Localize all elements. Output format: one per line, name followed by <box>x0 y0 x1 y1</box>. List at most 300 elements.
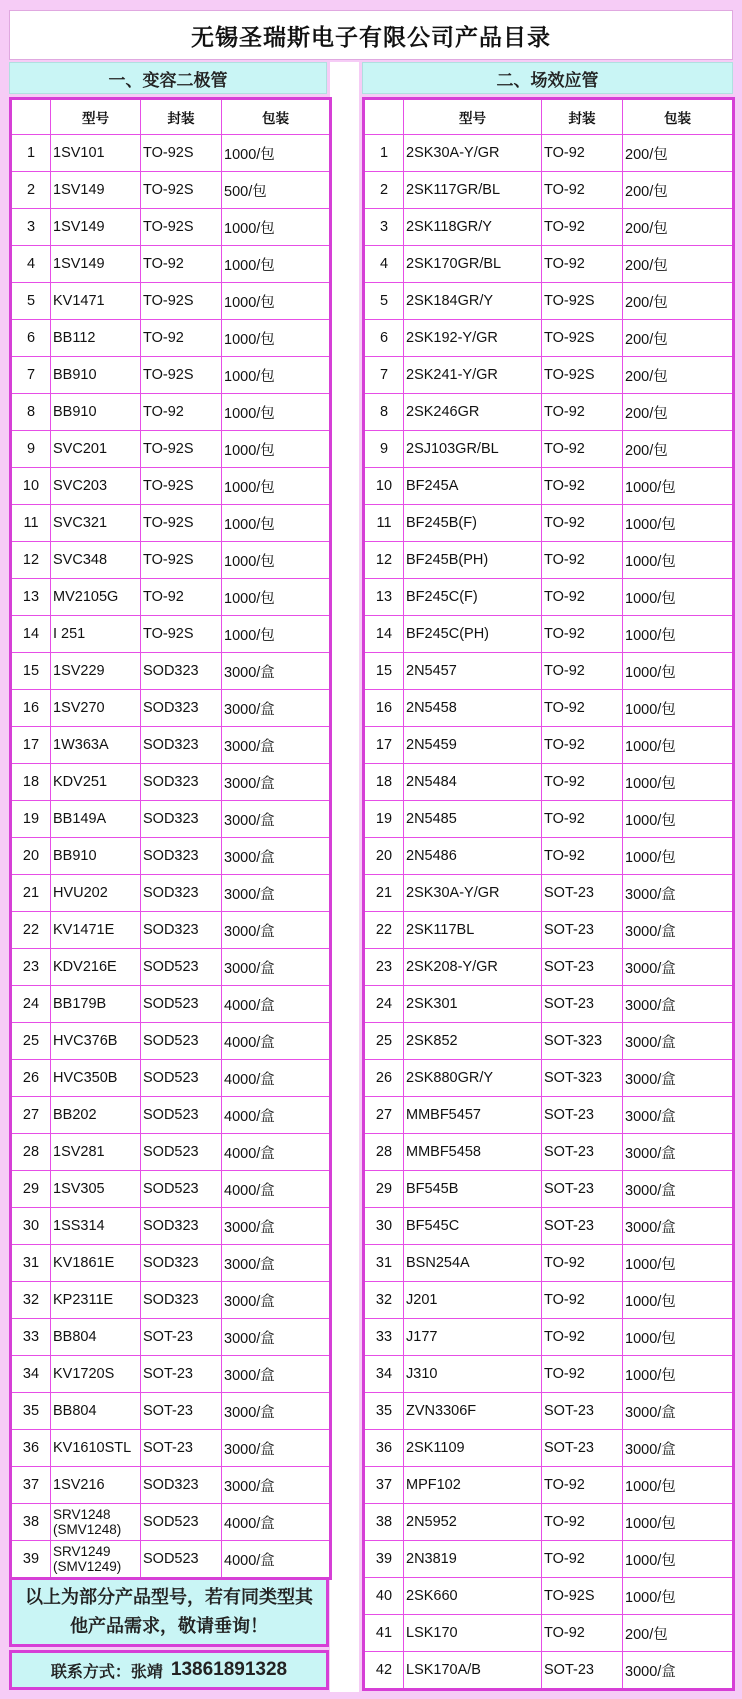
cell-model: SRV1249 (SMV1249) <box>51 1541 141 1579</box>
cell-model: MMBF5457 <box>404 1097 542 1134</box>
contact-label: 联系方式：张靖 <box>50 1661 163 1681</box>
table-row <box>364 690 734 727</box>
cell-package: SOT-23 <box>542 1171 623 1208</box>
cell-model: KP2311E <box>51 1282 141 1319</box>
cell-package: TO-92S <box>141 283 222 320</box>
cell-packing: 1000/包 <box>623 616 734 653</box>
table-row <box>11 690 331 727</box>
table-row <box>364 764 734 801</box>
table-row <box>364 542 734 579</box>
cell-package: TO-92 <box>141 320 222 357</box>
table-row <box>11 616 331 653</box>
cell-package: SOT-23 <box>542 912 623 949</box>
cell-packing: 1000/包 <box>222 505 331 542</box>
cell-model: 2SK880GR/Y <box>404 1060 542 1097</box>
cell-package: SOD323 <box>141 838 222 875</box>
cell-model: 1SV149 <box>51 246 141 283</box>
cell-package: SOD323 <box>141 1467 222 1504</box>
cell-package: SOT-23 <box>542 949 623 986</box>
cell-package: TO-92S <box>141 468 222 505</box>
cell-package: SOD323 <box>141 690 222 727</box>
cell-package: SOD323 <box>141 875 222 912</box>
cell-model: 1SS314 <box>51 1208 141 1245</box>
cell-package: SOT-323 <box>542 1023 623 1060</box>
cell-packing: 1000/包 <box>623 727 734 764</box>
cell-model: BB910 <box>51 838 141 875</box>
cell-index: 27 <box>364 1097 404 1134</box>
cell-package: SOD323 <box>141 764 222 801</box>
cell-index: 41 <box>364 1615 404 1652</box>
cell-index: 29 <box>11 1171 51 1208</box>
page-title: 无锡圣瑞斯电子有限公司产品目录 <box>9 10 733 60</box>
cell-model: KV1610STL <box>51 1430 141 1467</box>
cell-package: SOT-23 <box>542 1097 623 1134</box>
cell-packing: 1000/包 <box>222 468 331 505</box>
cell-model: SVC201 <box>51 431 141 468</box>
cell-index: 11 <box>11 505 51 542</box>
cell-packing: 3000/盒 <box>222 653 331 690</box>
cell-model: 1SV229 <box>51 653 141 690</box>
cell-index: 30 <box>364 1208 404 1245</box>
cell-model: 2N5458 <box>404 690 542 727</box>
cell-index: 37 <box>11 1467 51 1504</box>
cell-packing: 4000/盒 <box>222 1504 331 1541</box>
cell-packing: 1000/包 <box>623 542 734 579</box>
cell-package: SOT-23 <box>542 1393 623 1430</box>
cell-package: SOD323 <box>141 727 222 764</box>
table-row <box>364 616 734 653</box>
cell-model: 1SV305 <box>51 1171 141 1208</box>
cell-index: 9 <box>11 431 51 468</box>
cell-model: KV1861E <box>51 1245 141 1282</box>
cell-package: TO-92 <box>542 1319 623 1356</box>
table-row <box>364 875 734 912</box>
table-row <box>364 1134 734 1171</box>
cell-index: 23 <box>364 949 404 986</box>
cell-index: 31 <box>364 1245 404 1282</box>
cell-packing: 200/包 <box>623 431 734 468</box>
table-row <box>11 801 331 838</box>
table-row <box>11 1023 331 1060</box>
cell-index: 36 <box>364 1430 404 1467</box>
col-header-model: 型号 <box>404 99 542 135</box>
cell-index: 7 <box>11 357 51 394</box>
cell-package: TO-92 <box>542 135 623 172</box>
cell-model: 2SK301 <box>404 986 542 1023</box>
table-row <box>364 1430 734 1467</box>
table-row <box>364 283 734 320</box>
cell-index: 5 <box>11 283 51 320</box>
cell-packing: 200/包 <box>623 172 734 209</box>
cell-package: SOT-23 <box>141 1319 222 1356</box>
table-row <box>11 394 331 431</box>
table-row <box>11 135 331 172</box>
cell-index: 32 <box>364 1282 404 1319</box>
cell-package: SOD323 <box>141 1245 222 1282</box>
cell-index: 19 <box>11 801 51 838</box>
cell-packing: 1000/包 <box>623 1541 734 1578</box>
cell-index: 34 <box>11 1356 51 1393</box>
cell-model: 2N5457 <box>404 653 542 690</box>
cell-package: SOD523 <box>141 949 222 986</box>
cell-model: BB202 <box>51 1097 141 1134</box>
cell-model: ZVN3306F <box>404 1393 542 1430</box>
cell-packing: 4000/盒 <box>222 1541 331 1579</box>
cell-package: SOT-23 <box>542 1208 623 1245</box>
cell-packing: 200/包 <box>623 135 734 172</box>
cell-index: 19 <box>364 801 404 838</box>
cell-packing: 3000/盒 <box>222 1430 331 1467</box>
cell-packing: 3000/盒 <box>623 949 734 986</box>
cell-model: LSK170A/B <box>404 1652 542 1690</box>
table-row <box>364 1467 734 1504</box>
cell-model: BF245B(F) <box>404 505 542 542</box>
cell-packing: 1000/包 <box>222 246 331 283</box>
cell-index: 22 <box>364 912 404 949</box>
table-row <box>364 1319 734 1356</box>
cell-index: 28 <box>364 1134 404 1171</box>
cell-package: TO-92S <box>141 616 222 653</box>
cell-model: 2SK30A-Y/GR <box>404 875 542 912</box>
cell-model: KV1720S <box>51 1356 141 1393</box>
cell-package: TO-92 <box>542 209 623 246</box>
contact-info <box>9 1650 329 1690</box>
cell-packing: 3000/盒 <box>222 764 331 801</box>
cell-index: 16 <box>11 690 51 727</box>
cell-model: BF545B <box>404 1171 542 1208</box>
cell-index: 35 <box>364 1393 404 1430</box>
cell-packing: 200/包 <box>623 283 734 320</box>
cell-model: BF545C <box>404 1208 542 1245</box>
cell-index: 24 <box>364 986 404 1023</box>
table-row <box>11 1208 331 1245</box>
cell-index: 1 <box>11 135 51 172</box>
table-header-row <box>364 99 734 135</box>
cell-model: 2SK208-Y/GR <box>404 949 542 986</box>
cell-model: 2N5486 <box>404 838 542 875</box>
table-row <box>11 912 331 949</box>
cell-packing: 3000/盒 <box>623 986 734 1023</box>
cell-index: 39 <box>364 1541 404 1578</box>
cell-packing: 3000/盒 <box>623 875 734 912</box>
cell-model: HVC350B <box>51 1060 141 1097</box>
cell-model: 2SK1109 <box>404 1430 542 1467</box>
cell-index: 18 <box>11 764 51 801</box>
table-row <box>11 653 331 690</box>
cell-model: BF245A <box>404 468 542 505</box>
cell-index: 2 <box>364 172 404 209</box>
table-row <box>364 172 734 209</box>
table-row <box>11 1282 331 1319</box>
cell-index: 3 <box>11 209 51 246</box>
col-header-package: 封装 <box>542 99 623 135</box>
table-row <box>11 1319 331 1356</box>
cell-packing: 3000/盒 <box>222 801 331 838</box>
cell-packing: 200/包 <box>623 357 734 394</box>
cell-model: 2SK246GR <box>404 394 542 431</box>
cell-package: SOT-23 <box>542 875 623 912</box>
table-row <box>364 653 734 690</box>
table-row <box>11 357 331 394</box>
cell-index: 27 <box>11 1097 51 1134</box>
cell-model: MPF102 <box>404 1467 542 1504</box>
cell-index: 32 <box>11 1282 51 1319</box>
cell-package: SOT-23 <box>542 986 623 1023</box>
table-row <box>11 505 331 542</box>
cell-packing: 1000/包 <box>222 283 331 320</box>
table-row <box>364 394 734 431</box>
cell-packing: 3000/盒 <box>623 1393 734 1430</box>
cell-package: TO-92 <box>542 542 623 579</box>
cell-package: SOT-23 <box>141 1393 222 1430</box>
table-row <box>11 986 331 1023</box>
cell-packing: 3000/盒 <box>222 1356 331 1393</box>
cell-package: SOD523 <box>141 1097 222 1134</box>
table-header-row <box>11 99 331 135</box>
cell-package: SOD323 <box>141 801 222 838</box>
table-row <box>11 875 331 912</box>
varactor-diode-table <box>9 97 332 1580</box>
table-row <box>364 1023 734 1060</box>
cell-package: SOD323 <box>141 1282 222 1319</box>
table-row <box>364 801 734 838</box>
cell-package: TO-92S <box>542 357 623 394</box>
cell-packing: 3000/盒 <box>222 1208 331 1245</box>
cell-index: 16 <box>364 690 404 727</box>
cell-model: HVU202 <box>51 875 141 912</box>
cell-packing: 1000/包 <box>623 801 734 838</box>
cell-packing: 3000/盒 <box>623 1134 734 1171</box>
cell-package: SOD523 <box>141 1023 222 1060</box>
cell-packing: 4000/盒 <box>222 1023 331 1060</box>
cell-index: 38 <box>11 1504 51 1541</box>
cell-packing: 3000/盒 <box>623 912 734 949</box>
cell-index: 40 <box>364 1578 404 1615</box>
table-row <box>364 357 734 394</box>
cell-model: SRV1248 (SMV1248) <box>51 1504 141 1541</box>
cell-packing: 3000/盒 <box>222 875 331 912</box>
table-row <box>11 1134 331 1171</box>
table-row <box>364 912 734 949</box>
table-row <box>364 505 734 542</box>
table-row <box>364 1652 734 1690</box>
cell-packing: 4000/盒 <box>222 986 331 1023</box>
cell-index: 33 <box>11 1319 51 1356</box>
cell-packing: 200/包 <box>623 394 734 431</box>
cell-packing: 1000/包 <box>623 1245 734 1282</box>
table-row <box>364 1541 734 1578</box>
table-row <box>11 209 331 246</box>
cell-packing: 3000/盒 <box>222 912 331 949</box>
cell-package: TO-92 <box>542 838 623 875</box>
cell-model: 2N5459 <box>404 727 542 764</box>
cell-model: 2SK117GR/BL <box>404 172 542 209</box>
cell-model: BB179B <box>51 986 141 1023</box>
table-row <box>364 1060 734 1097</box>
table-row <box>11 1356 331 1393</box>
cell-package: SOT-323 <box>542 1060 623 1097</box>
cell-package: SOD523 <box>141 1060 222 1097</box>
cell-index: 15 <box>11 653 51 690</box>
cell-package: TO-92S <box>542 320 623 357</box>
cell-package: TO-92 <box>542 1282 623 1319</box>
cell-package: TO-92 <box>542 1504 623 1541</box>
cell-packing: 1000/包 <box>222 394 331 431</box>
table-row <box>11 1430 331 1467</box>
cell-package: TO-92 <box>141 246 222 283</box>
cell-index: 39 <box>11 1541 51 1579</box>
table-row <box>364 986 734 1023</box>
table-row <box>11 1393 331 1430</box>
col-header-packing: 包装 <box>623 99 734 135</box>
cell-model: 2SK117BL <box>404 912 542 949</box>
cell-model: BF245B(PH) <box>404 542 542 579</box>
cell-index: 26 <box>11 1060 51 1097</box>
cell-model: BB910 <box>51 394 141 431</box>
fet-table <box>362 97 735 1691</box>
cell-package: TO-92 <box>542 505 623 542</box>
cell-index: 29 <box>364 1171 404 1208</box>
table-row <box>364 1504 734 1541</box>
table-row <box>11 320 331 357</box>
cell-index: 9 <box>364 431 404 468</box>
cell-package: TO-92 <box>542 1615 623 1652</box>
cell-model: BF245C(F) <box>404 579 542 616</box>
cell-model: 2N5952 <box>404 1504 542 1541</box>
cell-index: 38 <box>364 1504 404 1541</box>
cell-packing: 3000/盒 <box>222 1393 331 1430</box>
cell-model: 1W363A <box>51 727 141 764</box>
cell-model: J310 <box>404 1356 542 1393</box>
contact-phone: 13861891328 <box>170 1659 288 1680</box>
cell-model: BF245C(PH) <box>404 616 542 653</box>
cell-index: 26 <box>364 1060 404 1097</box>
cell-model: MMBF5458 <box>404 1134 542 1171</box>
cell-model: SVC203 <box>51 468 141 505</box>
inquiry-note: 以上为部分产品型号，若有同类型其他产品需求，敬请垂询！ <box>9 1577 329 1647</box>
table-row <box>364 1097 734 1134</box>
cell-packing: 1000/包 <box>623 468 734 505</box>
cell-packing: 3000/盒 <box>222 1319 331 1356</box>
cell-index: 33 <box>364 1319 404 1356</box>
cell-packing: 500/包 <box>222 172 331 209</box>
table-row <box>364 1282 734 1319</box>
table-row <box>364 1393 734 1430</box>
cell-package: SOT-23 <box>542 1134 623 1171</box>
table-row <box>364 727 734 764</box>
table-row <box>11 949 331 986</box>
table-row <box>11 1097 331 1134</box>
cell-model: BSN254A <box>404 1245 542 1282</box>
cell-index: 30 <box>11 1208 51 1245</box>
cell-packing: 1000/包 <box>623 1467 734 1504</box>
table-row <box>364 1171 734 1208</box>
cell-package: SOD523 <box>141 1171 222 1208</box>
cell-model: 1SV216 <box>51 1467 141 1504</box>
cell-index: 34 <box>364 1356 404 1393</box>
table-row <box>364 1356 734 1393</box>
cell-packing: 1000/包 <box>623 505 734 542</box>
cell-index: 6 <box>364 320 404 357</box>
cell-packing: 4000/盒 <box>222 1134 331 1171</box>
col-header-model: 型号 <box>51 99 141 135</box>
cell-model: BB910 <box>51 357 141 394</box>
cell-index: 14 <box>364 616 404 653</box>
cell-index: 14 <box>11 616 51 653</box>
cell-index: 10 <box>364 468 404 505</box>
cell-package: SOT-23 <box>141 1356 222 1393</box>
table-row <box>364 246 734 283</box>
table-row <box>364 1208 734 1245</box>
cell-packing: 1000/包 <box>222 357 331 394</box>
cell-model: 2SK170GR/BL <box>404 246 542 283</box>
cell-packing: 3000/盒 <box>623 1652 734 1690</box>
cell-index: 3 <box>364 209 404 246</box>
table-row <box>364 1245 734 1282</box>
cell-packing: 1000/包 <box>222 320 331 357</box>
cell-index: 7 <box>364 357 404 394</box>
cell-model: KV1471E <box>51 912 141 949</box>
cell-model: HVC376B <box>51 1023 141 1060</box>
cell-package: TO-92 <box>542 431 623 468</box>
cell-packing: 4000/盒 <box>222 1060 331 1097</box>
cell-index: 21 <box>364 875 404 912</box>
cell-index: 13 <box>11 579 51 616</box>
cell-model: 1SV101 <box>51 135 141 172</box>
table-row <box>11 283 331 320</box>
cell-packing: 1000/包 <box>623 1319 734 1356</box>
table-row <box>11 542 331 579</box>
table-row <box>364 1578 734 1615</box>
cell-packing: 3000/盒 <box>623 1430 734 1467</box>
cell-packing: 1000/包 <box>623 690 734 727</box>
cell-index: 4 <box>364 246 404 283</box>
cell-package: SOD323 <box>141 912 222 949</box>
table-row <box>364 468 734 505</box>
cell-package: SOD323 <box>141 653 222 690</box>
cell-index: 8 <box>11 394 51 431</box>
cell-packing: 1000/包 <box>222 135 331 172</box>
cell-packing: 1000/包 <box>623 838 734 875</box>
cell-model: 1SV270 <box>51 690 141 727</box>
table-row <box>11 1541 331 1579</box>
table-row <box>11 1504 331 1541</box>
cell-model: BB112 <box>51 320 141 357</box>
cell-package: TO-92S <box>141 209 222 246</box>
cell-packing: 3000/盒 <box>623 1060 734 1097</box>
cell-model: 1SV149 <box>51 172 141 209</box>
cell-package: SOT-23 <box>542 1652 623 1690</box>
cell-packing: 200/包 <box>623 320 734 357</box>
cell-index: 24 <box>11 986 51 1023</box>
table-row <box>11 468 331 505</box>
cell-model: SVC348 <box>51 542 141 579</box>
table-row <box>364 431 734 468</box>
cell-index: 8 <box>364 394 404 431</box>
cell-package: SOT-23 <box>141 1430 222 1467</box>
cell-model: LSK170 <box>404 1615 542 1652</box>
cell-model: 2N5485 <box>404 801 542 838</box>
cell-package: TO-92 <box>141 394 222 431</box>
cell-package: TO-92 <box>542 801 623 838</box>
cell-package: TO-92 <box>542 1245 623 1282</box>
cell-packing: 1000/包 <box>623 1356 734 1393</box>
cell-package: SOD523 <box>141 1504 222 1541</box>
cell-package: SOD523 <box>141 1541 222 1579</box>
cell-packing: 3000/盒 <box>222 949 331 986</box>
table-row <box>11 431 331 468</box>
cell-index: 31 <box>11 1245 51 1282</box>
